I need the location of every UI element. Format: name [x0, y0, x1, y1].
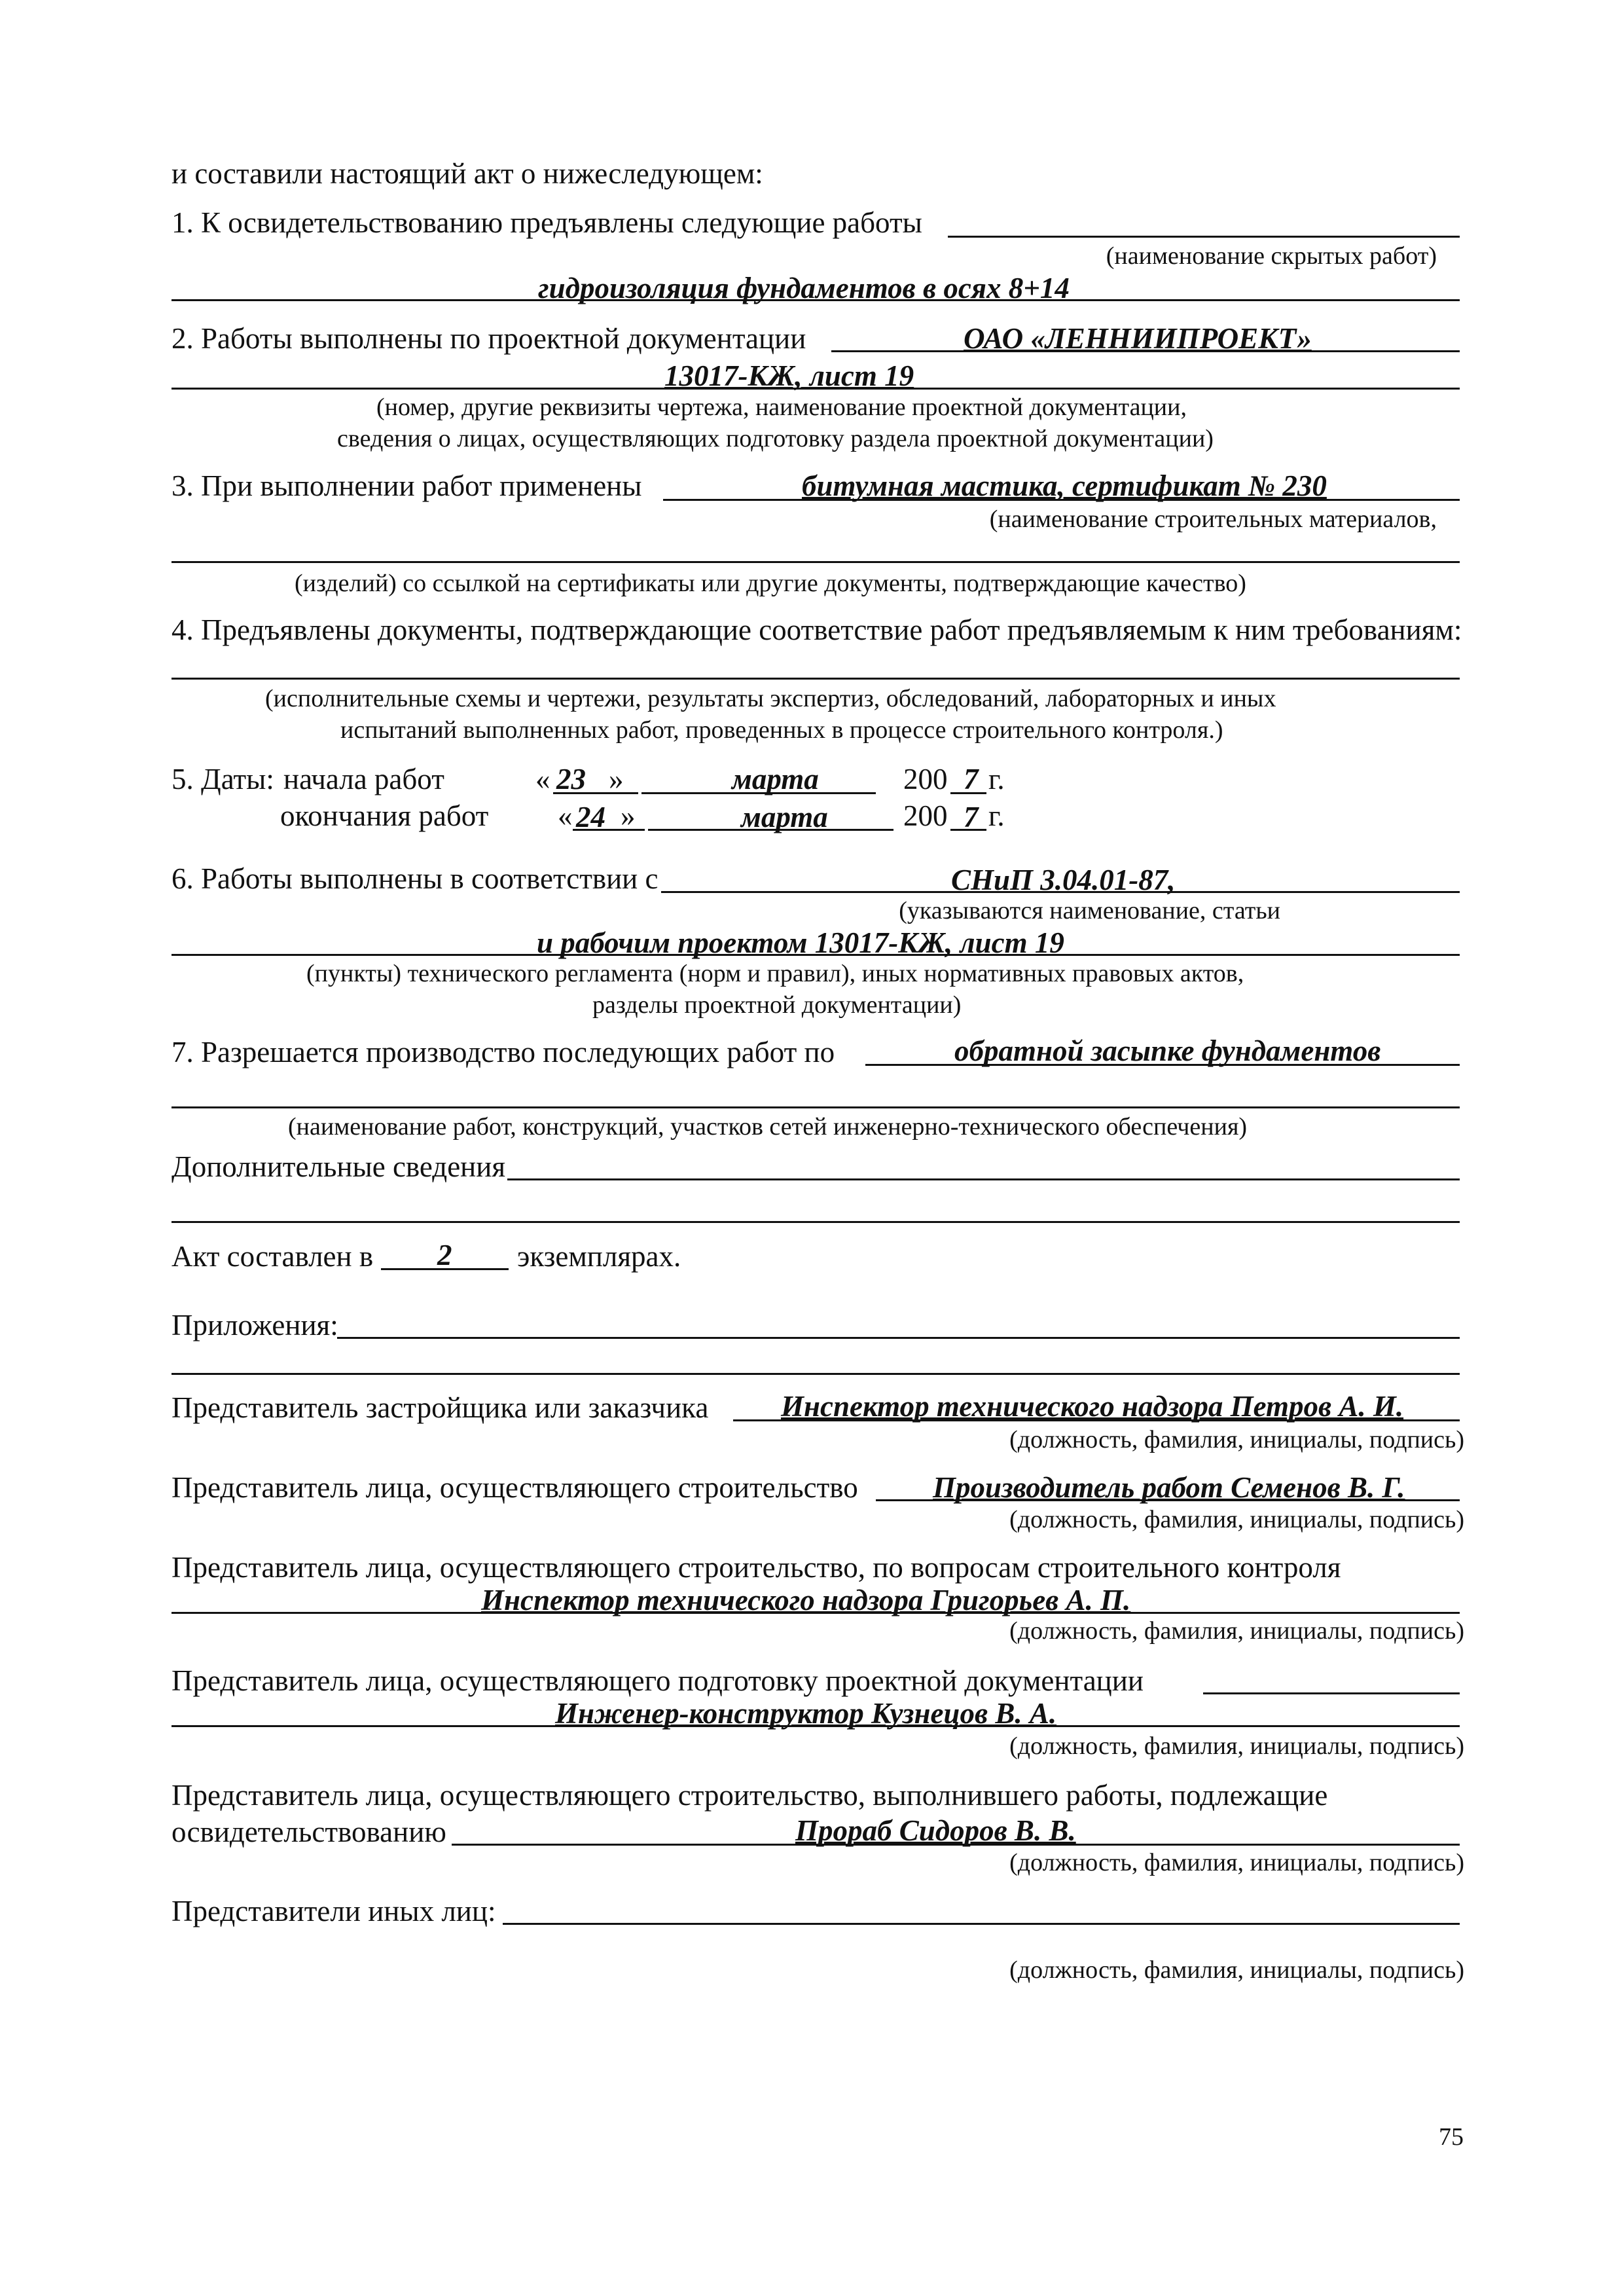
item3-label: 3. При выполнении работ применены — [171, 469, 642, 502]
item7-hint: (наименование работ, конструкций, участков сетей инженерно-технического обеспечения) — [288, 1113, 1248, 1140]
item6-hint2: (пункты) технического регламента (норм и правил), иных нормативных правовых актов, — [306, 960, 1244, 987]
item1-hint: (наименование скрытых работ) — [1106, 242, 1437, 270]
rep-performer-hint: (должность, фамилия, инициалы, подпись) — [1009, 1849, 1464, 1876]
item5-end-quote-close: » — [621, 799, 636, 832]
item1-label: 1. К освидетельствованию предъявлены следующие работы — [171, 206, 922, 239]
item3-hint1: (наименование строительных материалов, — [989, 505, 1437, 533]
copies-label-after: экземплярах. — [517, 1240, 681, 1273]
item7-label: 7. Разрешается производство последующих работ по — [171, 1036, 835, 1068]
item5-start-year-line — [950, 792, 986, 794]
item5-label: 5. Даты: — [171, 763, 274, 795]
rep-performer-label1: Представитель лица, осуществляющего строительство, выполнившего работы, подлежащие — [171, 1779, 1328, 1812]
item2-label: 2. Работы выполнены по проектной документации — [171, 322, 806, 355]
item5-start-day-line — [553, 792, 638, 794]
item1-value: гидроизоляция фундаментов в осях 8+14 — [538, 272, 1070, 304]
item5-end-year: 7 — [964, 801, 979, 833]
item5-start-year: 7 — [964, 763, 979, 795]
item5-start-day: 23 — [556, 763, 586, 795]
item7-line-b — [171, 1106, 1460, 1108]
copies-label-before: Акт составлен в — [171, 1240, 374, 1273]
item5-end-quote-open: « — [558, 799, 573, 832]
item1-line-a — [948, 236, 1460, 238]
rep-control-value: Инспектор технического надзора Григорьев А. П. — [481, 1584, 1131, 1616]
rep-performer-label2: освидетельствованию — [171, 1816, 446, 1848]
item5-end-year-suffix: г. — [988, 799, 1005, 832]
item5-start-month-line — [641, 792, 876, 794]
item2-value1: ОАО «ЛЕННИИПРОЕКТ» — [964, 322, 1312, 355]
item5-start-month: марта — [732, 763, 819, 795]
item5-end-month-line — [648, 829, 893, 831]
item6-hint3: разделы проектной документации) — [592, 991, 962, 1019]
item6-value2: и рабочим проектом 13017-КЖ, лист 19 — [537, 926, 1064, 959]
item6-hint1: (указываются наименование, статьи — [899, 897, 1280, 924]
rep-design-value: Инженер-конструктор Кузнецов В. А. — [555, 1697, 1057, 1730]
extra-line-a — [507, 1178, 1460, 1180]
item5-start-quote-close: » — [609, 763, 624, 795]
item5-start-year-prefix: 200 — [903, 763, 948, 795]
item5-end-year-prefix: 200 — [903, 799, 948, 832]
item4-hint2: испытаний выполненных работ, проведенных в процессе строительного контроля.) — [340, 716, 1223, 744]
item5-end-label: окончания работ — [280, 799, 489, 832]
attachments-line-a — [337, 1337, 1460, 1339]
item6-value1: СНиП 3.04.01-87, — [951, 864, 1176, 896]
item4-line — [171, 678, 1460, 680]
rep-customer-label: Представитель застройщика или заказчика — [171, 1391, 709, 1424]
rep-control-hint: (должность, фамилия, инициалы, подпись) — [1009, 1617, 1464, 1645]
rep-builder-value: Производитель работ Семенов В. Г. — [933, 1471, 1405, 1504]
rep-performer-value: Прораб Сидоров В. В. — [795, 1814, 1076, 1847]
extra-line-b — [171, 1221, 1460, 1223]
rep-customer-value: Инспектор технического надзора Петров А. И. — [781, 1390, 1404, 1423]
copies-value: 2 — [437, 1239, 452, 1271]
rep-control-label: Представитель лица, осуществляющего строительство, по вопросам строительного контроля — [171, 1551, 1341, 1584]
page-number: 75 — [1439, 2123, 1464, 2151]
item2-value2: 13017-КЖ, лист 19 — [664, 359, 914, 392]
item5-start-label: начала работ — [283, 763, 444, 795]
rep-design-line-a — [1203, 1692, 1460, 1694]
item6-label: 6. Работы выполнены в соответствии с — [171, 862, 659, 895]
item3-hint2: (изделий) со ссылкой на сертификаты или другие документы, подтверждающие качество) — [295, 570, 1246, 597]
item5-start-year-suffix: г. — [988, 763, 1005, 795]
item3-value: битумная мастика, сертификат № 230 — [802, 469, 1327, 502]
extra-label: Дополнительные сведения — [171, 1150, 506, 1183]
item2-hint1: (номер, другие реквизиты чертежа, наименование проектной документации, — [376, 393, 1187, 421]
rep-design-hint: (должность, фамилия, инициалы, подпись) — [1009, 1732, 1464, 1760]
item2-hint2: сведения о лицах, осуществляющих подготовку раздела проектной документации) — [337, 425, 1214, 452]
rep-others-line — [503, 1923, 1460, 1925]
rep-others-hint: (должность, фамилия, инициалы, подпись) — [1009, 1956, 1464, 1984]
item3-line-b — [171, 561, 1460, 563]
attachments-line-b — [171, 1373, 1460, 1375]
item7-value: обратной засыпке фундаментов — [954, 1034, 1381, 1067]
item5-start-quote-open: « — [535, 763, 550, 795]
item5-end-day: 24 — [576, 801, 605, 833]
rep-builder-hint: (должность, фамилия, инициалы, подпись) — [1009, 1506, 1464, 1533]
rep-builder-label: Представитель лица, осуществляющего строительство — [171, 1471, 858, 1504]
item4-hint1: (исполнительные схемы и чертежи, результаты экспертиз, обследований, лабораторных и иных — [265, 685, 1276, 712]
item5-end-year-line — [950, 829, 986, 831]
copies-line — [381, 1268, 509, 1270]
intro-text: и составили настоящий акт о нижеследующем: — [171, 157, 763, 190]
attachments-label: Приложения: — [171, 1309, 338, 1341]
rep-others-label: Представители иных лиц: — [171, 1895, 496, 1927]
item4-label: 4. Предъявлены документы, подтверждающие соответствие работ предъявляемым к ним требованиям: — [171, 613, 1462, 646]
rep-customer-hint: (должность, фамилия, инициалы, подпись) — [1009, 1426, 1464, 1453]
rep-design-label: Представитель лица, осуществляющего подготовку проектной документации — [171, 1664, 1144, 1697]
item5-end-month: марта — [741, 801, 828, 833]
